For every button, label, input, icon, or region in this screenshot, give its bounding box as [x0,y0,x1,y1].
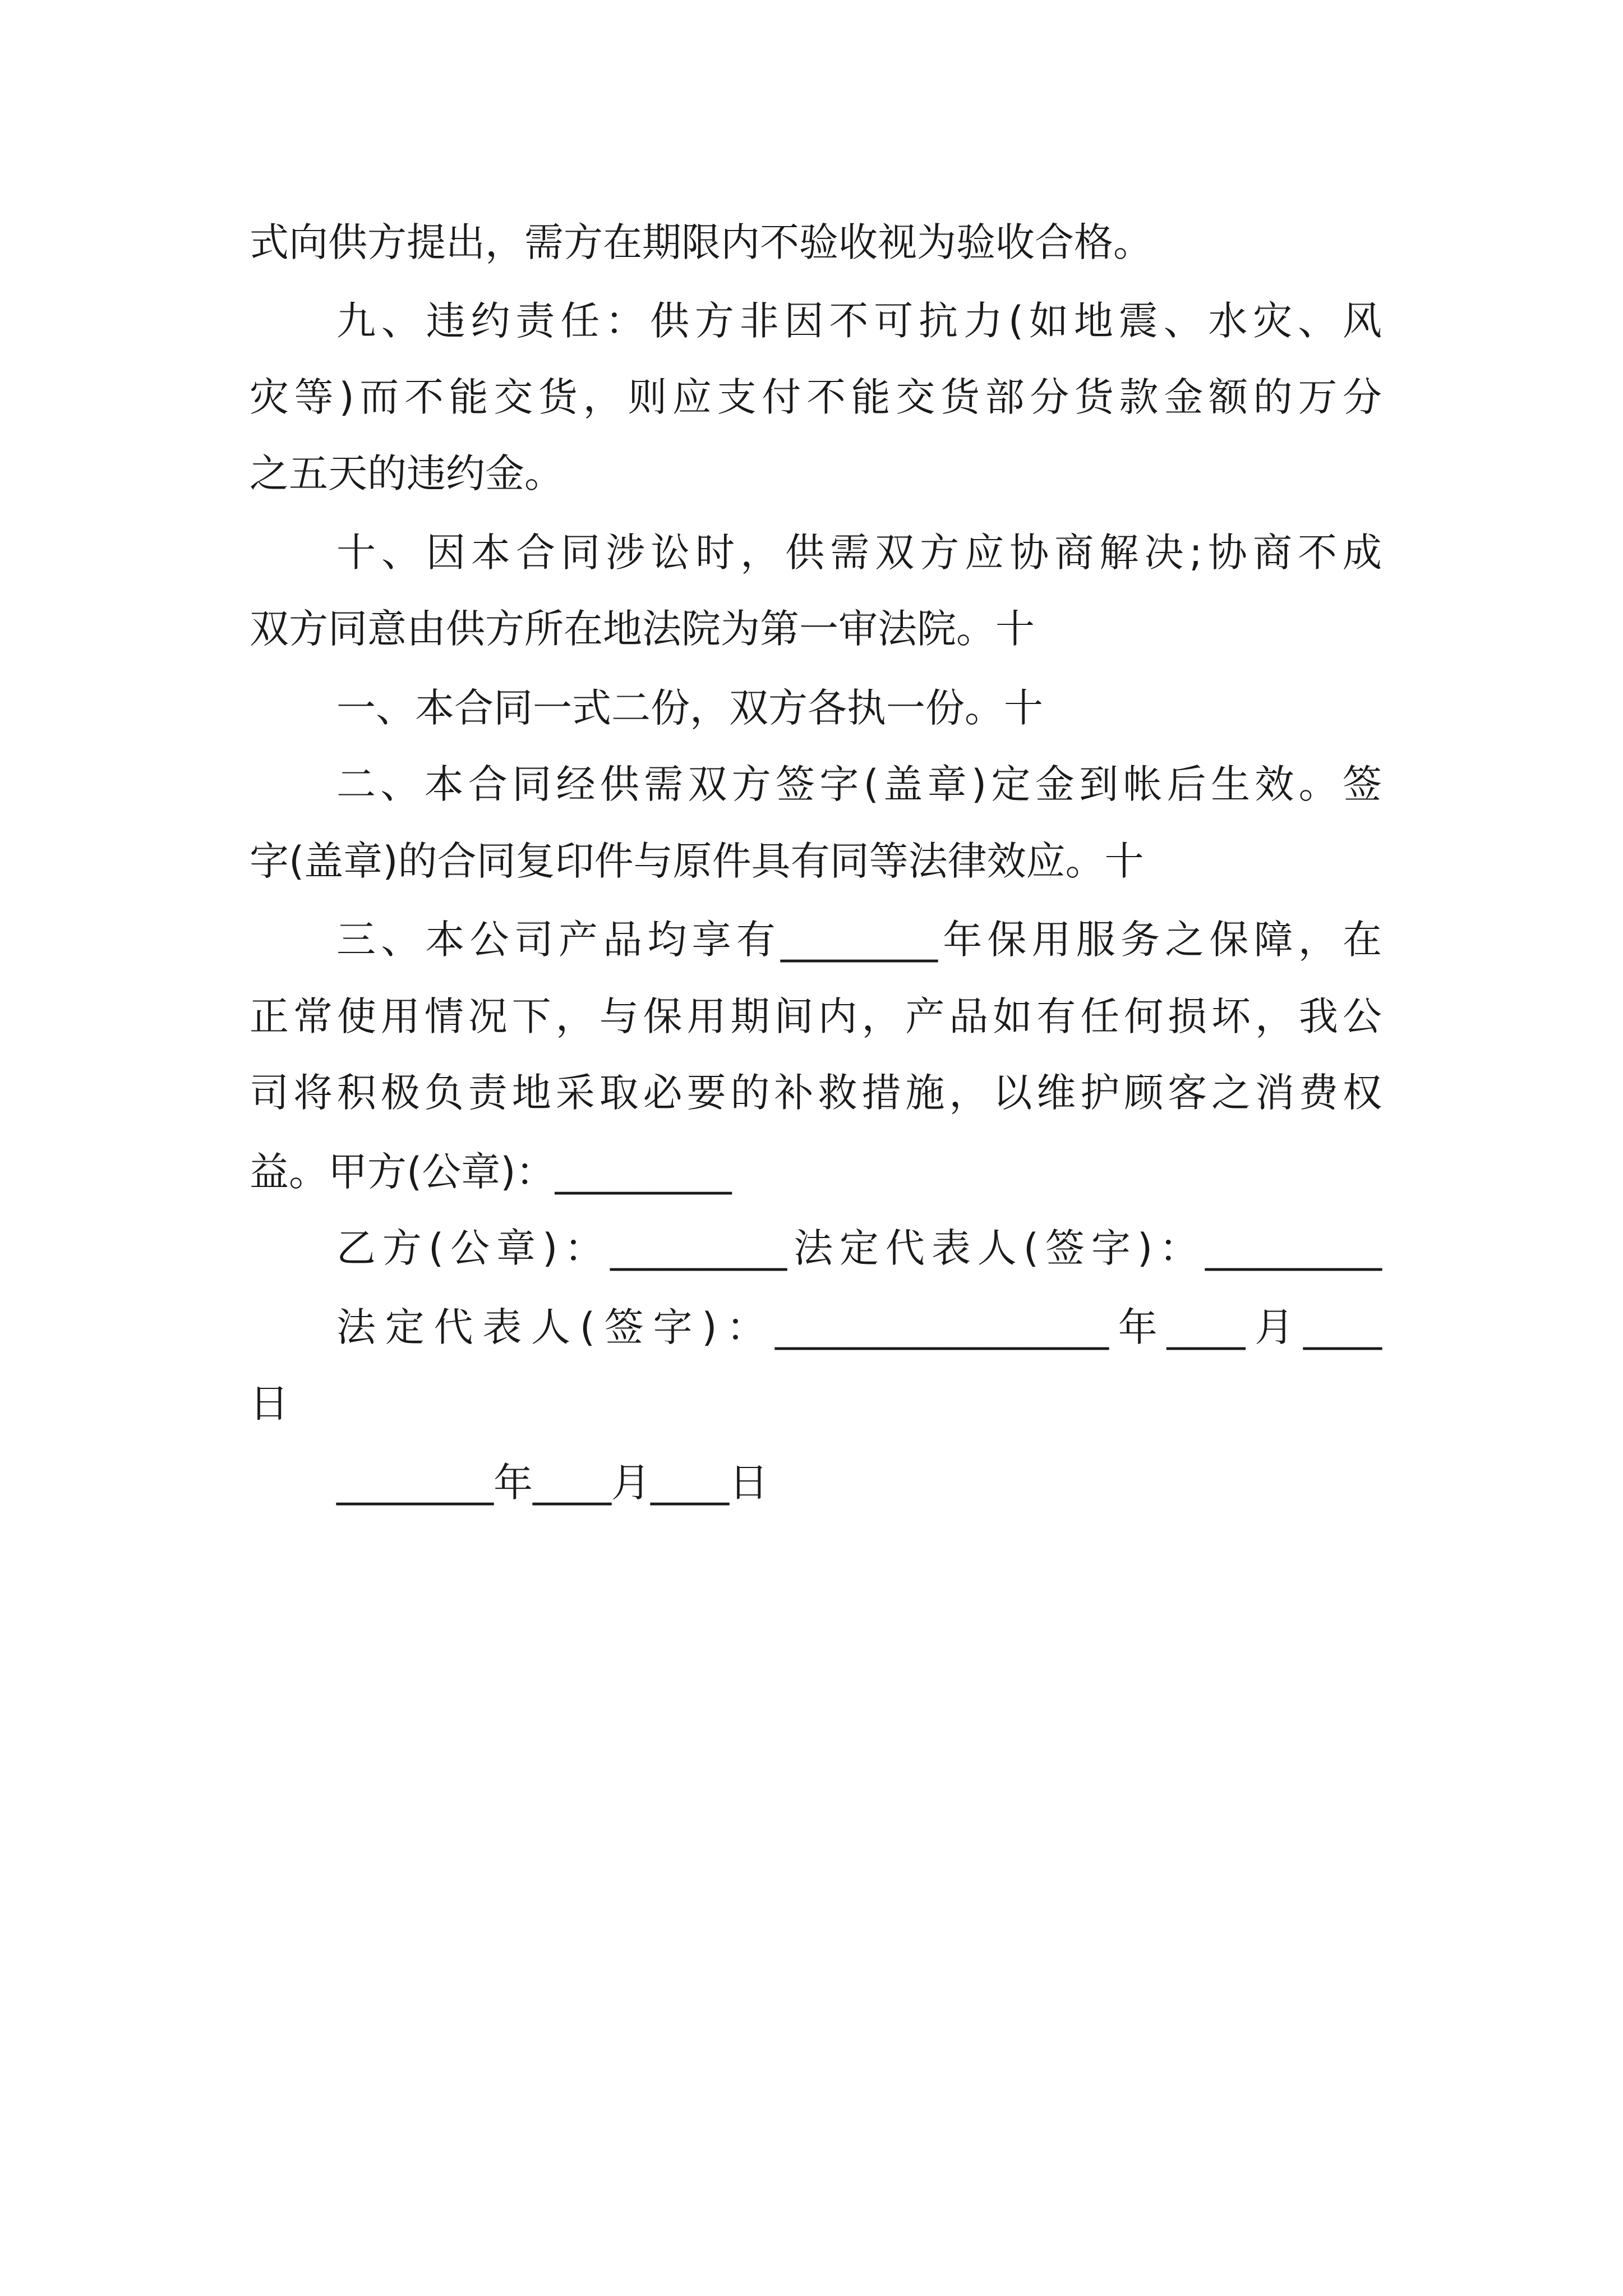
text-line-10: 三、本公司产品均享有________年保用服务之保障，在 [336,917,1382,963]
text-line-day: 日 [250,1381,289,1427]
text-line-13: 益。甲方(公章)：_________ [250,1149,732,1195]
text-line-6: 双方同意由供方所在地法院为第一审法院。十 [250,606,1035,652]
signature-line-representative: 法定代表人(签字)：_________________年____月____ [336,1304,1382,1350]
text-line-1: 式向供方提出，需方在期限内不验收视为验收合格。 [250,219,1152,265]
text-line-11: 正常使用情况下，与保用期间内，产品如有任何损坏，我公 [250,993,1382,1039]
text-line-8: 二、本合同经供需双方签字(盖章)定金到帐后生效。签 [336,761,1382,807]
date-line: ________年____月____日 [336,1460,768,1506]
text-line-9: 字(盖章)的合同复印件与原件具有同等法律效应。十 [250,838,1144,884]
signature-line-party-b: 乙方(公章)：_________法定代表人(签字)：_________ [336,1225,1382,1271]
text-line-12: 司将积极负责地采取必要的补救措施，以维护顾客之消费权 [250,1070,1382,1116]
text-line-2: 九、违约责任：供方非因不可抗力(如地震、水灾、风 [336,298,1382,344]
text-line-3: 灾等)而不能交货，则应支付不能交货部分货款金额的万分 [250,374,1382,420]
text-line-4: 之五天的违约金。 [250,450,564,496]
text-line-7: 一、本合同一式二份，双方各执一份。十 [336,685,1043,731]
text-line-5: 十、因本合同涉讼时，供需双方应协商解决;协商不成 [336,530,1382,576]
